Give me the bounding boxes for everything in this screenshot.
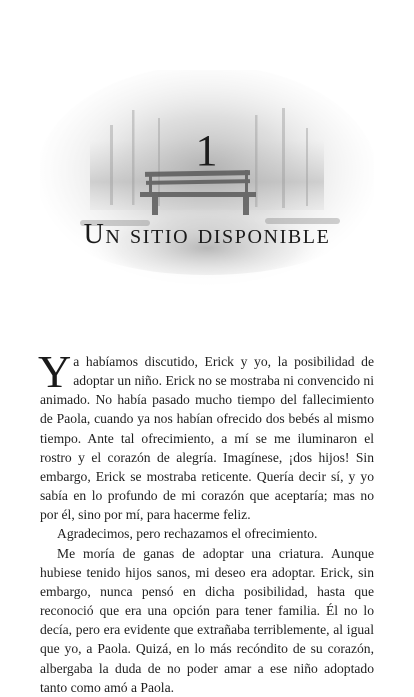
chapter-body: [38, 346, 374, 697]
park-bench-in-mist-icon: [40, 70, 374, 300]
paragraph-2: Agradecimos, pero rechazamos el ofrecimiento.: [57, 526, 318, 542]
chapter-number: 1: [195, 126, 219, 175]
paragraph-1-text: a habíamos discutido, Erick y yo, la posibilidad de adoptar un niño. Erick no se mostraba ni convencido ni animado. No había pasado mucho tiempo del fallecimiento de Paola, cuando ya nos habían ofrecido dos bebés al mismo tiempo. Ante tal ofrecimiento, a mí se me iluminaron el rostro y el corazón de alegría. Imagínese, ¡dos hijos! Sin embargo, Erick se mostraba reticente. Quería decir sí, y yo sabía en lo profundo de mi corazón que aceptaría; mas no por él, sino por mí, para hacerme feliz.: [40, 354, 374, 523]
chapter-title: Un sitio disponible: [83, 219, 331, 250]
paragraph-3: Me moría de ganas de adoptar una criatura. Aunque hubiese tenido hijos sanos, mi deseo era adoptar. Erick, sin embargo, nunca pensó en dicha posibilidad, hasta que reconoció que era una opción para tener familia. Él no lo decía, pero era evidente que extrañaba terriblemente, al igual que yo, a Paola. Quizá, en lo más recóndito de su corazón, albergaba la duda de no poder amar a ese niño adoptado tanto como amó a Paola.: [40, 545, 374, 695]
drop-cap: Y: [38, 346, 72, 397]
paragraph-1: [38, 346, 374, 524]
chapter-illustration: [40, 70, 374, 300]
